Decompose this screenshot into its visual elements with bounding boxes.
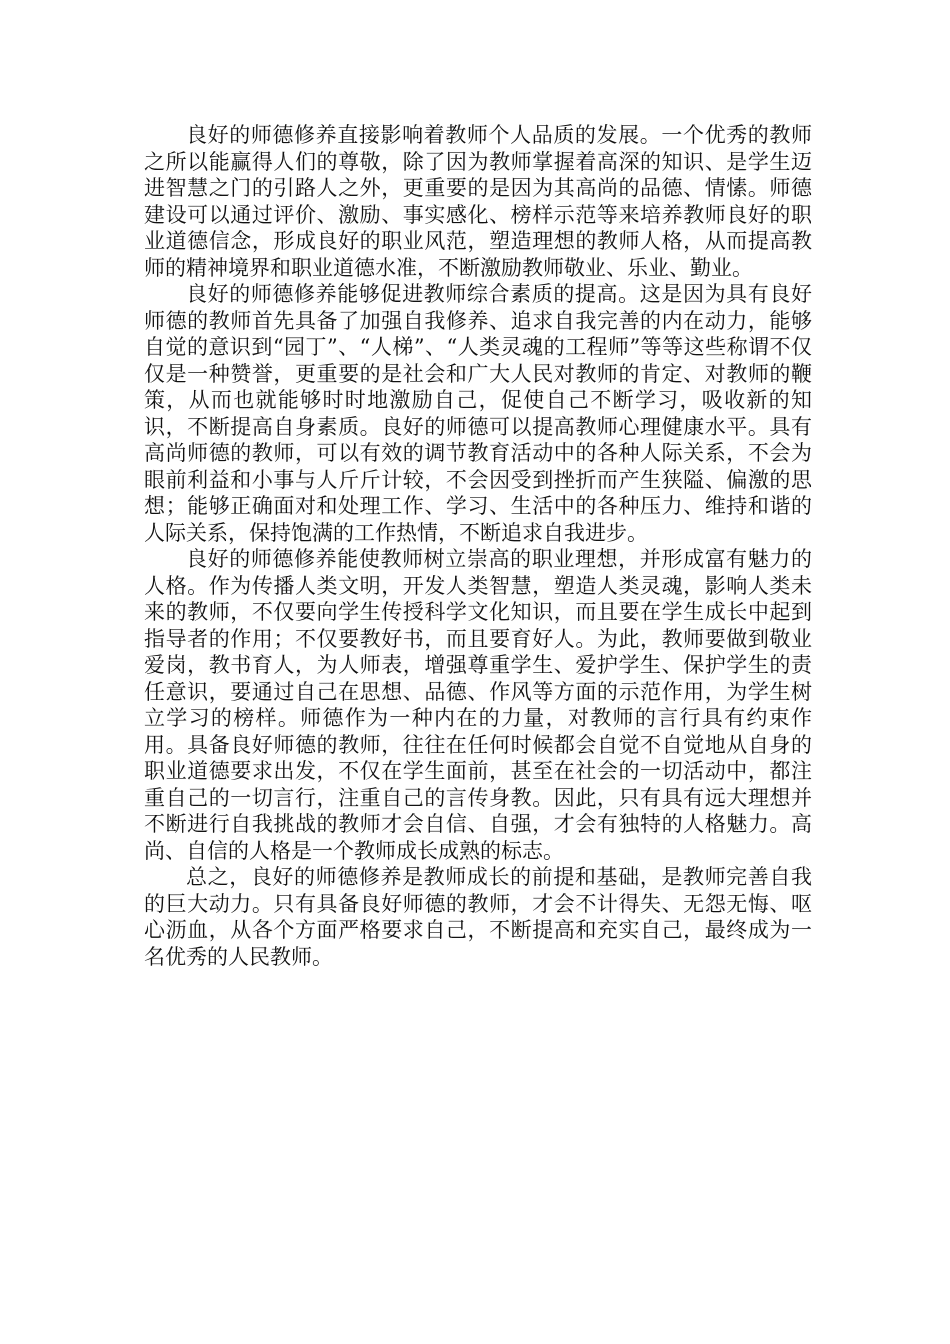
paragraph-2: 良好的师德修养能够促进教师综合素质的提高。这是因为具有良好师德的教师首先具备了加强自我修养、追求自我完善的内在动力，能够自觉的意识到“园丁”、“人梯”、“人类灵魂的工程师”等等这些称谓不仅仅是一种赞誉，更重要的是社会和广大人民对教师的肯定、对教师的鞭策，从而也就能够时时地激励自己，促使自己不断学习，吸收新的知识，不断提高自身素质。良好的师德可以提高教师心理健康水平。具有高尚师德的教师，可以有效的调节教育活动中的各种人际关系，不会为眼前利益和小事与人斤斤计较，不会因受到挫折而产生狭隘、偏激的思想；能够正确面对和处理工作、学习、生活中的各种压力、维持和谐的人际关系，保持饱满的工作热情，不断追求自我进步。 xyxy=(144,282,812,545)
paragraph-4: 总之，良好的师德修养是教师成长的前提和基础，是教师完善自我的巨大动力。只有具备良好师德的教师，才会不计得失、无怨无悔、呕心沥血，从各个方面严格要求自己，不断提高和充实自己，最终成为一名优秀的人民教师。 xyxy=(144,865,812,969)
paragraph-1: 良好的师德修养直接影响着教师个人品质的发展。一个优秀的教师之所以能赢得人们的尊敬，除了因为教师掌握着高深的知识、是学生迈进智慧之门的引路人之外，更重要的是因为其高尚的品德、情愫。师德建设可以通过评价、激励、事实感化、榜样示范等来培养教师良好的职业道德信念，形成良好的职业风范，塑造理想的教师人格，从而提高教师的精神境界和职业道德水准，不断激励教师敬业、乐业、勤业。 xyxy=(144,123,812,280)
paragraph-3: 良好的师德修养能使教师树立崇高的职业理想，并形成富有魅力的人格。作为传播人类文明，开发人类智慧，塑造人类灵魂，影响人类未来的教师，不仅要向学生传授科学文化知识，而且要在学生成长中起到指导者的作用；不仅要教好书，而且要育好人。为此，教师要做到敬业爱岗，教书育人，为人师表，增强尊重学生、爱护学生、保护学生的责任意识，要通过自己在思想、品德、作风等方面的示范作用，为学生树立学习的榜样。师德作为一种内在的力量，对教师的言行具有约束作用。具备良好师德的教师，往往在任何时候都会自觉不自觉地从自身的职业道德要求出发，不仅在学生面前，甚至在社会的一切活动中，都注重自己的一切言行，注重自己的言传身教。因此，只有具有远大理想并不断进行自我挑战的教师才会自信、自强，才会有独特的人格魅力。高尚、自信的人格是一个教师成长成熟的标志。 xyxy=(144,547,812,863)
document-body xyxy=(144,122,812,970)
